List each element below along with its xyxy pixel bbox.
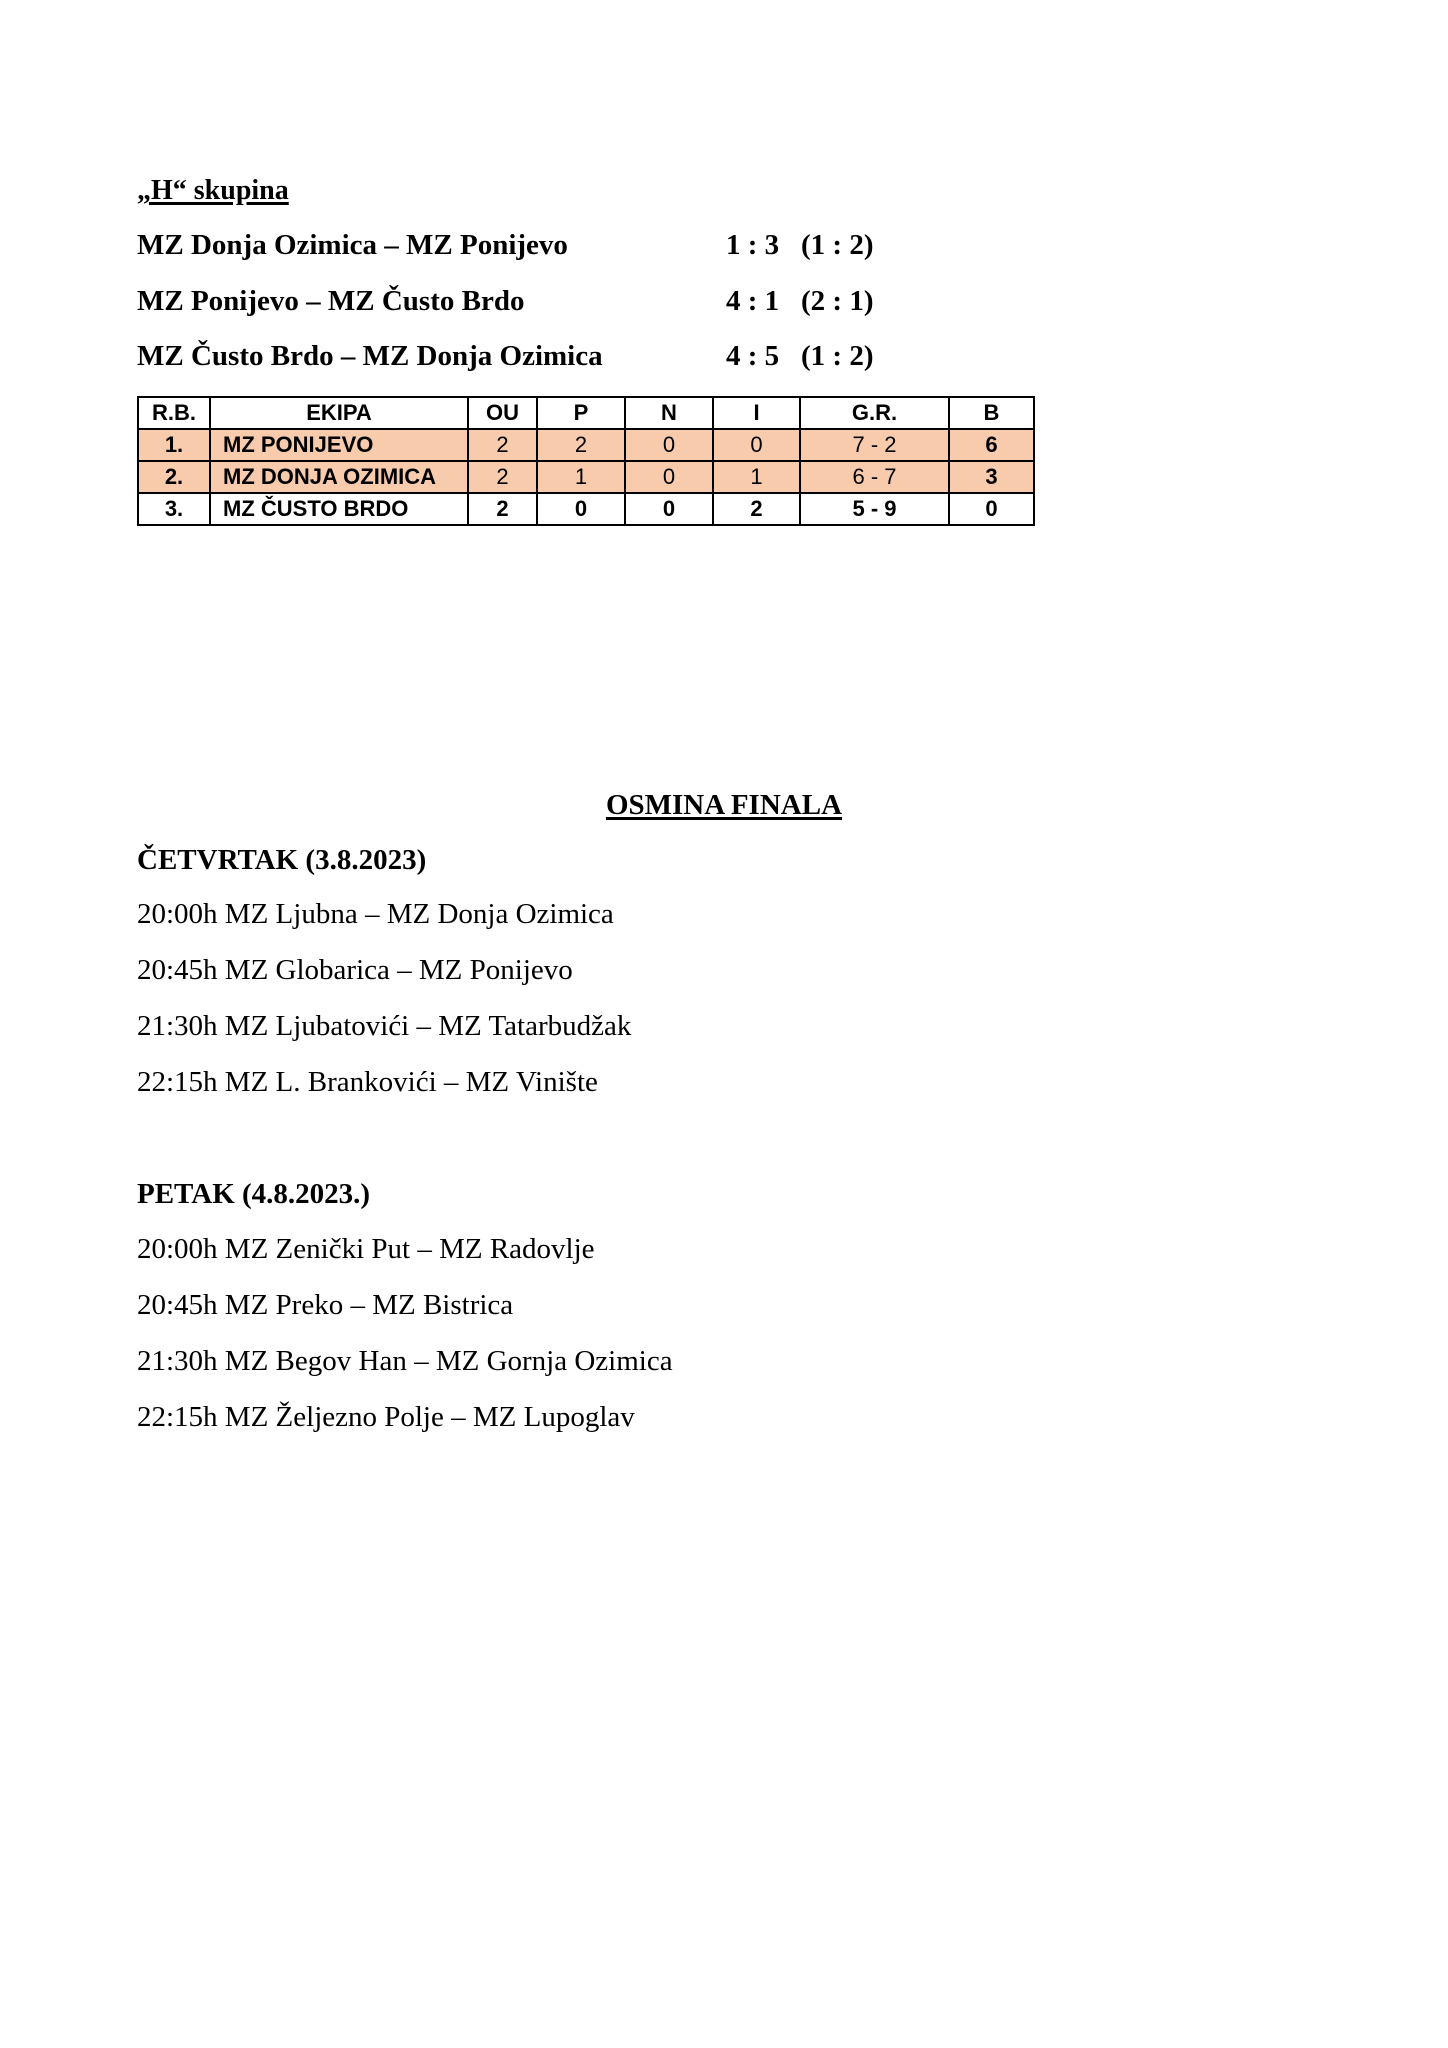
played-cell: 2 xyxy=(468,461,537,493)
goal-difference-cell: 7 - 2 xyxy=(800,429,949,461)
rank-cell: 2. xyxy=(138,461,210,493)
header-drawn: N xyxy=(625,397,713,429)
team-cell: MZ DONJA OZIMICA xyxy=(210,461,468,493)
lost-cell: 2 xyxy=(713,493,800,525)
match-score: 4 : 5 xyxy=(726,340,780,372)
header-goal-difference: G.R. xyxy=(800,397,949,429)
header-team: EKIPA xyxy=(210,397,468,429)
fixture-item: 21:30h MZ Begov Han – MZ Gornja Ozimica xyxy=(137,1345,673,1377)
standings-table xyxy=(137,396,1035,526)
drawn-cell: 0 xyxy=(625,461,713,493)
header-lost: I xyxy=(713,397,800,429)
header-rank: R.B. xyxy=(138,397,210,429)
match-teams: MZ Donja Ozimica – MZ Ponijevo xyxy=(137,229,568,261)
day-heading: ČETVRTAK (3.8.2023) xyxy=(137,844,427,876)
header-points: B xyxy=(949,397,1034,429)
fixture-item: 20:45h MZ Globarica – MZ Ponijevo xyxy=(137,954,573,986)
points-cell: 3 xyxy=(949,461,1034,493)
round-of-16-title xyxy=(0,788,1448,822)
match-score: 4 : 1 xyxy=(726,285,780,317)
match-teams: MZ Ponijevo – MZ Čusto Brdo xyxy=(137,285,525,317)
won-cell: 1 xyxy=(537,461,625,493)
standings-row xyxy=(138,493,1034,525)
won-cell: 0 xyxy=(537,493,625,525)
standings-header-row xyxy=(138,397,1034,429)
rank-cell: 3. xyxy=(138,493,210,525)
fixture-item: 20:00h MZ Zenički Put – MZ Radovlje xyxy=(137,1233,595,1265)
drawn-cell: 0 xyxy=(625,493,713,525)
match-halftime-score: (2 : 1) xyxy=(801,285,874,317)
played-cell: 2 xyxy=(468,493,537,525)
played-cell: 2 xyxy=(468,429,537,461)
lost-cell: 0 xyxy=(713,429,800,461)
group-h-title: „H“ skupina xyxy=(137,175,289,206)
round-of-16-title-text: OSMINA FINALA xyxy=(605,789,843,821)
match-score: 1 : 3 xyxy=(726,229,780,261)
points-cell: 6 xyxy=(949,429,1034,461)
goal-difference-cell: 5 - 9 xyxy=(800,493,949,525)
goal-difference-cell: 6 - 7 xyxy=(800,461,949,493)
team-cell: MZ PONIJEVO xyxy=(210,429,468,461)
rank-cell: 1. xyxy=(138,429,210,461)
fixture-item: 20:45h MZ Preko – MZ Bistrica xyxy=(137,1289,514,1321)
day-heading: PETAK (4.8.2023.) xyxy=(137,1178,371,1210)
won-cell: 2 xyxy=(537,429,625,461)
standings-row xyxy=(138,429,1034,461)
fixture-item: 22:15h MZ L. Brankovići – MZ Vinište xyxy=(137,1066,598,1098)
drawn-cell: 0 xyxy=(625,429,713,461)
fixture-item: 21:30h MZ Ljubatovići – MZ Tatarbudžak xyxy=(137,1010,632,1042)
standings-row xyxy=(138,461,1034,493)
match-teams: MZ Čusto Brdo – MZ Donja Ozimica xyxy=(137,340,603,372)
match-halftime-score: (1 : 2) xyxy=(801,340,874,372)
lost-cell: 1 xyxy=(713,461,800,493)
header-played: OU xyxy=(468,397,537,429)
points-cell: 0 xyxy=(949,493,1034,525)
header-won: P xyxy=(537,397,625,429)
match-halftime-score: (1 : 2) xyxy=(801,229,874,261)
team-cell: MZ ČUSTO BRDO xyxy=(210,493,468,525)
fixture-item: 22:15h MZ Željezno Polje – MZ Lupoglav xyxy=(137,1401,635,1433)
fixture-item: 20:00h MZ Ljubna – MZ Donja Ozimica xyxy=(137,898,614,930)
